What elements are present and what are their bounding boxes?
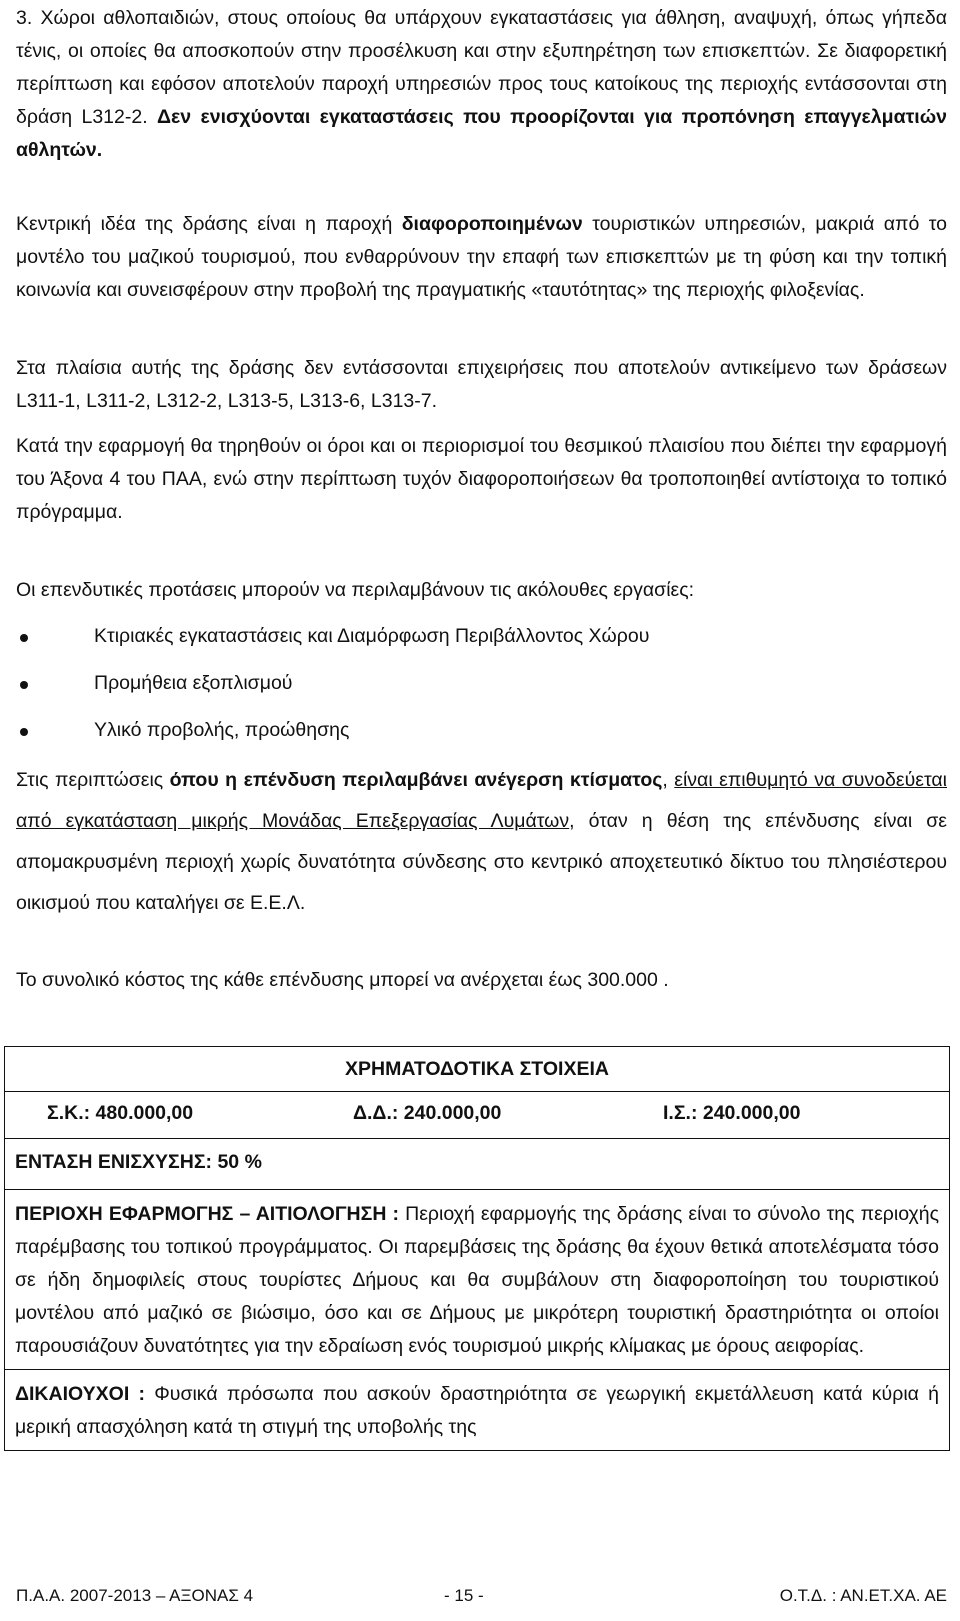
paragraph-text: , όταν η θέση της επένδυσης είναι σε απομακρυσμένη περιοχή χωρίς δυνατότητα σύνδεσης στο κεντρικό αποχετευτικό δίκτυο του πλησιέστερου οικισμού που καταλήγει σε Ε.Ε.Λ. (16, 810, 947, 914)
paragraph-text: Στις περιπτώσεις (16, 769, 164, 791)
beneficiaries-row (5, 1370, 949, 1451)
bullet-icon (20, 728, 28, 736)
financial-title: ΧΡΗΜΑΤΟΔΟΤΙΚΑ ΣΤΟΙΧΕΙΑ (5, 1047, 949, 1092)
aid-intensity-value: ΕΝΤΑΣΗ ΕΝΙΣΧΥΣΗΣ: 50 % (15, 1151, 262, 1173)
paragraph-text: 3. Χώροι αθλοπαιδιών, στους οποίους θα υπάρχουν εγκαταστάσεις για άθληση, αναψυχή, όπως γήπεδα τένις, οι οποίες θα αποσκοπούν στην προσέλκυση και στην εξυπηρέτηση των επισκεπτών. Σε διαφορετική περίπτωση και εφόσον αποτελούν παροχή υπηρεσιών προς τους κατοίκους της περιοχής εντάσσονται στη δράση L312-2. (16, 7, 947, 128)
financial-amounts-row (5, 1092, 949, 1139)
paragraph-building-cases: Στις περιπτώσεις όπου η επένδυση περιλαμβάνει ανέγερση κτίσματος, είναι επιθυμητό να συνοδεύεται από εγκατάσταση μικρής Μονάδας Επεξεργασίας Λυμάτων, όταν η θέση της επένδυσης είναι σε απομακρυσμένη περιοχή χωρίς δυνατότητα σύνδεσης στο κεντρικό αποχετευτικό δίκτυο του πλησιέστερου οικισμού που καταλήγει σε Ε.Ε.Λ. (16, 769, 947, 914)
paragraph-total-cost (16, 964, 947, 997)
works-list (16, 620, 947, 761)
paragraph-bold-note: Δεν ενισχύονται εγκαταστάσεις που προορίζονται για προπόνηση επαγγελματιών αθλητών. (16, 106, 948, 161)
private-contribution-value: Ι.Σ.: 240.000,00 (663, 1102, 801, 1124)
paragraph-text: Οι επενδυτικές προτάσεις μπορούν να περιλαμβάνουν τις ακόλουθες εργασίες: (16, 579, 695, 601)
list-item: Προμήθεια εξοπλισμού (16, 667, 947, 714)
bullet-icon (20, 634, 28, 642)
page-number: - 15 - (444, 1586, 484, 1605)
paragraph-text: Στα πλαίσια αυτής της δράσης δεν εντάσσονται επιχειρήσεις που αποτελούν αντικείμενο των δράσεων L311-1, L311-2, L312-2, L313-5, L313-6, L313-7. (16, 357, 947, 412)
financial-data-table (4, 1046, 950, 1451)
paragraph-central-idea (16, 208, 947, 307)
paragraph-bold-term: διαφοροποιημένων (401, 213, 583, 235)
list-item: Κτιριακές εγκαταστάσεις και Διαμόρφωση Περιβάλλοντος Χώρου (16, 620, 947, 667)
beneficiaries-text: Φυσικά πρόσωπα που ασκούν δραστηριότητα σε γεωργική εκμετάλλευση κατά κύρια ή μερική απασχόληση κατά τη στιγμή της υποβολής της (15, 1383, 940, 1438)
paragraph-text: Κατά την εφαρμογή θα τηρηθούν οι όροι και οι περιορισμοί του θεσμικού πλαισίου που διέπει την εφαρμογή του Άξονα 4 του ΠΑΑ, ενώ στην περίπτωση τυχόν διαφοροποιήσεων θα τροποποιηθεί αντίστοιχα το τοπικό πρόγραμμα. (16, 435, 947, 523)
footer-organization: Ο.Τ.Δ. : ΑΝ.ΕΤ.ΧΑ. ΑΕ (779, 1586, 947, 1605)
beneficiaries-label: ΔΙΚΑΙΟΥΧΟΙ : (15, 1383, 145, 1405)
paragraph-exclusions (16, 352, 947, 418)
area-text: Περιοχή εφαρμογής της δράσης είναι το σύνολο της περιοχής παρέμβασης του τοπικού προγράμματος. Οι παρεμβάσεις της δράσης θα έχουν θετικά αποτελέσματα τόσο σε ήδη δημοφιλείς στους τουρίστες Δήμους και θα συμβάλουν στη διαφοροποίηση του τουριστικού μοντέλου από μαζικό σε βιώσιμο, όσο και σε Δήμους με μικρότερη τουριστική δραστηριότητα οι οποίοι παρουσιάζουν δυνατότητες για την εδραίωση ενός τουρισμού μικρής κλίμακας με όρους αειφορίας. (15, 1203, 939, 1357)
application-area-row (5, 1190, 949, 1370)
area-label: ΠΕΡΙΟΧΗ ΕΦΑΡΜΟΓΗΣ – ΑΙΤΙΟΛΟΓΗΣΗ : (15, 1203, 400, 1225)
list-item: Υλικό προβολής, προώθησης (16, 714, 947, 761)
paragraph-text: Κεντρική ιδέα της δράσης είναι η παροχή (16, 213, 393, 235)
public-expenditure-value: Δ.Δ.: 240.000,00 (353, 1102, 502, 1124)
total-cost-value: Σ.Κ.: 480.000,00 (47, 1102, 194, 1124)
paragraph-underlined-text: είναι επιθυμητό να συνοδεύεται από εγκατάσταση μικρής Μονάδας Επεξεργασίας Λυμάτων (16, 769, 947, 832)
paragraph-framework (16, 430, 947, 529)
paragraph-text: τουριστικών υπηρεσιών, μακριά από το μοντέλο του μαζικού τουρισμού, που ενθαρρύνουν την επαφή των επισκεπτών με τη φύση και την τοπική κοινωνία και συνεισφέρουν στην προβολή της πραγματικής «ταυτότητας» της περιοχής φιλοξενίας. (16, 213, 948, 301)
paragraph-investment-proposals (16, 574, 947, 607)
footer-program: Π.Α.Α. 2007-2013 – ΑΞΟΝΑΣ 4 (16, 1586, 254, 1605)
paragraph-sports-facilities (16, 2, 947, 167)
aid-intensity-row (5, 1139, 949, 1190)
paragraph-text: Το συνολικό κόστος της κάθε επένδυσης μπορεί να ανέρχεται έως 300.000 . (16, 969, 669, 991)
paragraph-bold-text: όπου η επένδυση περιλαμβάνει ανέγερση κτίσματος (169, 769, 663, 791)
bullet-icon (20, 681, 28, 689)
